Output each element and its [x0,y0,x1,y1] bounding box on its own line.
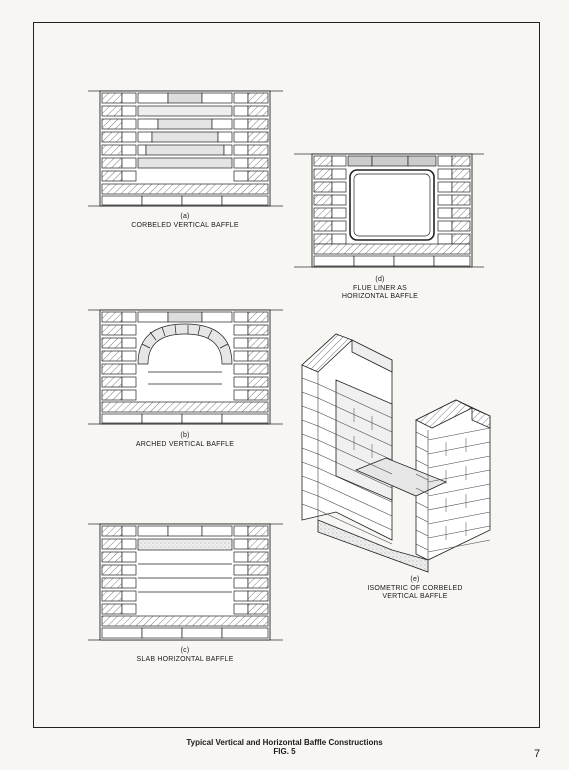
figure-e-title-line2: VERTICAL BAFFLE [382,593,448,600]
figure-d-title-line1: FLUE LINER AS [353,284,407,292]
figure-c-title: SLAB HORIZONTAL BAFFLE [136,655,234,663]
figure-d-caption [310,276,450,302]
figure-a-letter: (a) [180,213,190,220]
figure-title: Typical Vertical and Horizontal Baffle Constructions [186,738,383,747]
figure-b-title: ARCHED VERTICAL BAFFLE [135,440,235,448]
figure-b-arched-baffle [88,304,283,432]
figure-e-isometric-baffle [296,320,496,575]
figure-d-flue-liner-baffle [294,148,484,273]
figure-number: FIG. 5 [273,747,296,756]
page-number: 7 [534,748,541,760]
figure-b-letter: (b) [180,432,190,439]
figure-c-letter: (c) [180,647,190,654]
figure-d-title-line2: HORIZONTAL BAFFLE [341,293,419,300]
figure-c-slab-baffle [88,518,283,646]
figure-e-caption [340,576,490,602]
figure-b-caption [100,432,270,449]
figure-a-caption [100,213,270,230]
figure-d-letter: (d) [375,276,385,283]
figure-e-letter: (e) [410,576,420,583]
figure-a-corbeled-baffle [88,85,283,215]
figure-a-title: CORBELED VERTICAL BAFFLE [131,221,239,229]
figure-c-caption [100,647,270,664]
figure-e-title-line1: ISOMETRIC OF CORBELED [367,584,463,592]
